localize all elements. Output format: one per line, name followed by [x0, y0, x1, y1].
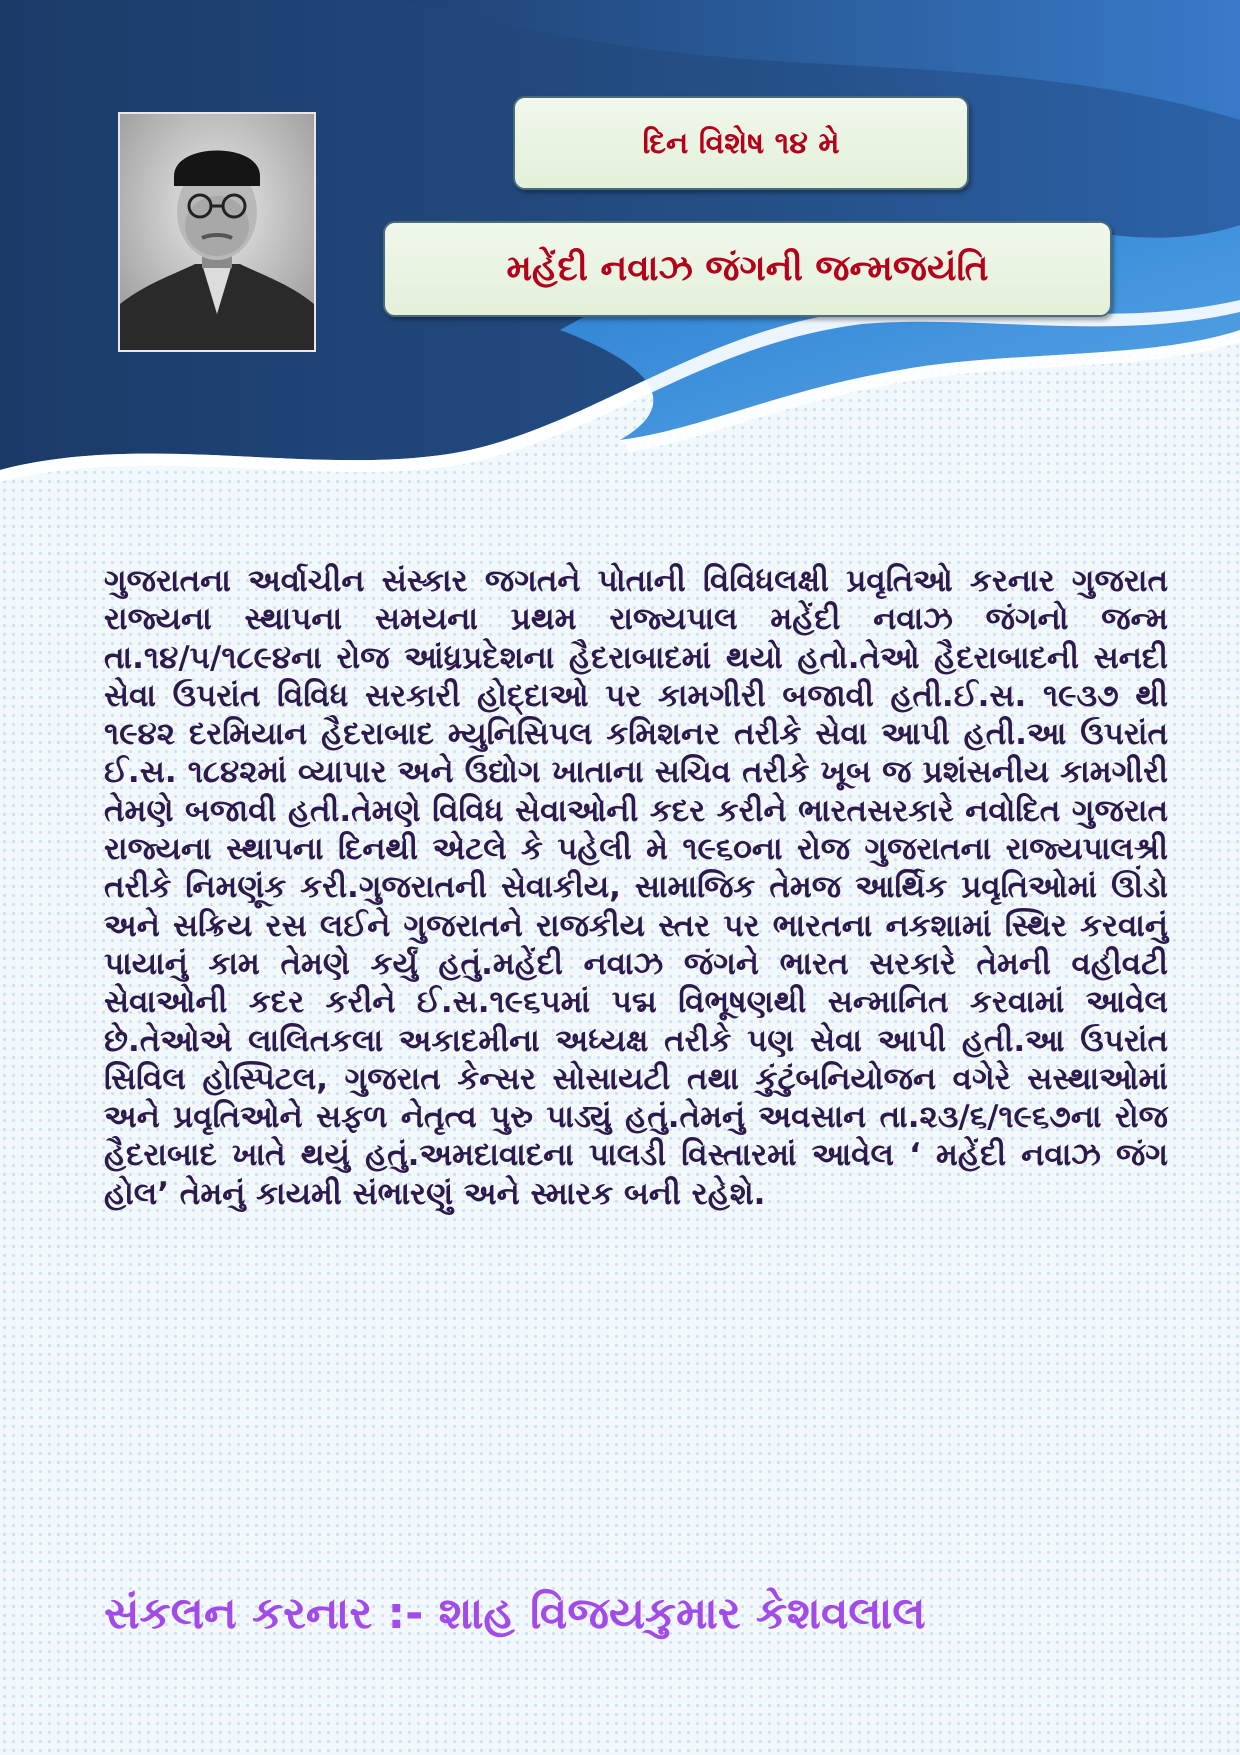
- compiler-credit: સંકલન કરનાર :- શાહ વિજયકુમાર કેશવલાલ: [104, 1588, 926, 1639]
- portrait-icon: [120, 114, 314, 350]
- day-label-box: [513, 96, 969, 190]
- page-title: મહેંદી નવાઝ જંગની જન્મજયંતિ: [506, 248, 989, 289]
- portrait-photo: [118, 112, 316, 352]
- day-label: દિન વિશેષ ૧૪ મે: [642, 125, 840, 161]
- biography-paragraph: ગુજરાતના અર્વાચીન સંસ્કાર જગતને પોતાની વિવિધલક્ષી પ્રવૃતિઓ કરનાર ગુજરાત રાજ્યના સ્થાપના સમયના પ્રથમ રાજ્યપાલ મહેંદી નવાઝ જંગનો જન્મ તા.૧૪/૫/૧૮૯૪ના રોજ આંધ્રપ્રદેશના હૈદરાબાદમાં થયો હતો.તેઓ હૈદરાબાદની સનદી સેવા ઉપરાંત વિવિધ સરકારી હોદ્દાઓ પર કામગીરી બજાવી હતી.ઈ.સ. ૧૯૩૭ થી ૧૯૪૨ દરમિયાન હૈદરાબાદ મ્યુનિસિપલ કમિશનર તરીકે સેવા આપી હતી.આ ઉપરાંત ઈ.સ. ૧૮૪૨માં વ્યાપાર અને ઉદ્યોગ ખાતાના સચિવ તરીકે ખૂબ જ પ્રશંસનીય કામગીરી તેમણે બજાવી હતી.તેમણે વિવિધ સેવાઓની કદર કરીને ભારતસરકારે નવોદિત ગુજરાત રાજ્યના સ્થાપના દિનથી એટલે કે પહેલી મે ૧૯૬૦ના રોજ ગુજરાતના રાજ્યપાલશ્રી તરીકે નિમણૂંક કરી.ગુજરાતની સેવાકીય, સામાજિક તેમજ આર્થિક પ્રવૃતિઓમાં ઊંડો અને સક્રિય રસ લઈને ગુજરાતને રાજકીય સ્તર પર ભારતના નકશામાં સ્થિર કરવાનું પાયાનું કામ તેમણે કર્યું હતું.મહેંદી નવાઝ જંગને ભારત સરકારે તેમની વહીવટી સેવાઓની કદર કરીને ઈ.સ.૧૯૬૫માં પદ્મ વિભૂષણથી સન્માનિત કરવામાં આવેલ છે.તેઓએ લાલિતકલા અકાદમીના અધ્યક્ષ તરીકે પણ સેવા આપી હતી.આ ઉપરાંત સિવિલ હોસ્પિટલ, ગુજરાત કેન્સર સોસાયટી તથા કુંટુંબનિયોજન વગેરે સસ્થાઓમાં અને પ્રવૃતિઓને સફળ નેતૃત્વ પુરુ પાડ્યું હતું.તેમનું અવસાન તા.૨૩/૬/૧૯૬૭ના રોજ હૈદરાબાદ ખાતે થયું હતું.અમદાવાદના પાલડી વિસ્તારમાં આવેલ ‘ મહેંદી નવાઝ જંગ હોલ’ તેમનું કાયમી સંભારણું અને સ્મારક બની રહેશે.: [104, 563, 1168, 1212]
- title-box: [383, 221, 1112, 317]
